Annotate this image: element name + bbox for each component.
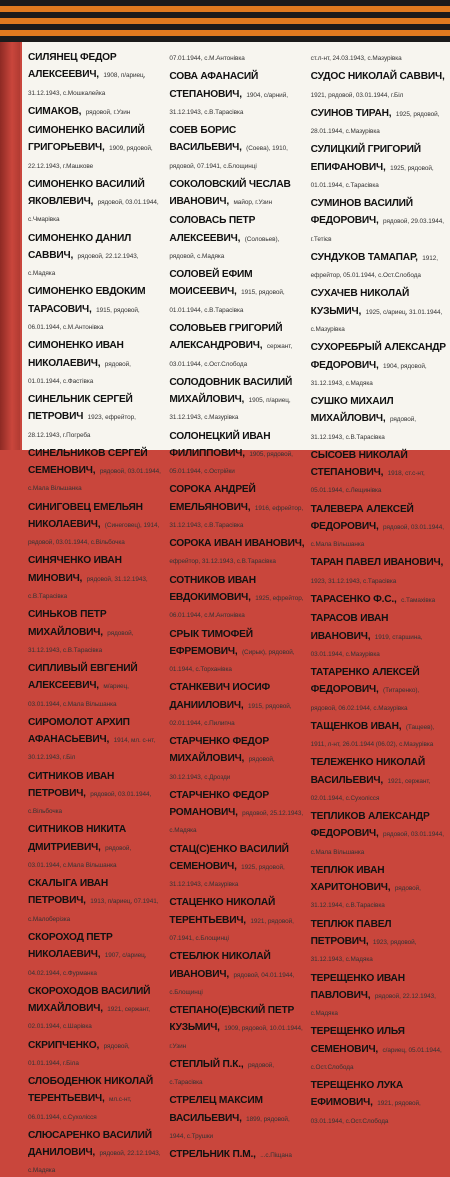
person-name: СТРЕЛЕЦ МАКСИМ ВАСИЛЬЕВИЧ, [169,1095,263,1124]
person-details: рядовой, г.Узин [85,108,131,116]
name-entry [311,66,446,101]
person-name: ТАРАН ПАВЕЛ ИВАНОВИЧ, [310,557,444,569]
person-details: 1914, мл. с-нт, 30.12.1943, г.Біл [28,737,156,762]
person-details: 1915, рядовой, 02.01.1944, с.Пилипча [169,702,292,727]
name-entry [169,946,304,998]
person-name: СТЕПАНО(Е)ВСКИЙ ПЕТР КУЗЬМИЧ, [169,1005,295,1034]
person-details: рядовой, 31.12.1943, с.В.Тарасівка [310,416,416,441]
person-name: СИНЯЧЕНКО ИВАН МИНОВИЧ, [28,555,122,584]
name-entry [311,806,446,858]
person-details: 1923, ефрейтор, 28.12.1943, г.Погреба [28,414,136,439]
person-name: СТРЕЛЬНИК П.М., [169,1149,256,1161]
person-details: рядовой, 31.12.1943, с.В.Тарасівка [28,629,134,654]
person-name: СТАРЧЕНКО ФЕДОР РОМАНОВИЧ, [169,789,269,819]
person-details: 1921, сержант, 02.01.1944, с.Сухолісся [310,777,431,802]
name-entry [28,443,163,495]
person-details: 1921, сержант, 02.01.1944, с.Шарівка [28,1006,151,1031]
person-details: 1921, рядовой, 07.1941, с.Блощинці [169,917,294,943]
person-name: СИМОНЕНКО ЕВДОКИМ ТАРАСОВИЧ, [28,286,146,315]
name-entry [28,766,163,818]
memorial-page [22,42,450,1175]
name-entry [169,892,304,944]
name-entry [28,335,163,387]
name-entry [28,819,163,871]
name-entry [311,47,446,64]
name-entry [169,731,304,783]
person-details: 1899, рядовой, 1944, с.Трушки [169,1115,290,1140]
person-name: СЛЮСАРЕНКО ВАСИЛИЙ ДАНИЛОВИЧ, [28,1129,152,1159]
name-entry [28,1125,163,1177]
person-name: СРЫК ТИМОФЕЙ ЕФРЕМОВИЧ, [169,628,253,657]
person-details: рядовой, 01.01.1944, г.Біла [28,1042,130,1067]
person-details: (Соловьев), рядовой, с.Мадяка [169,235,280,260]
person-name: СКОРОХОД ПЕТР НИКОЛАЕВИЧ, [28,932,113,961]
person-name: СОРОКА ИВАН ИВАНОВИЧ, [169,538,305,550]
names-column-1 [28,47,163,1175]
person-details: мл.с-нт, 06.01.1944, с.Сухолісся [28,1096,132,1121]
name-entry [169,677,304,729]
name-entry [311,247,446,282]
person-name: СИЛЯНЕЦ ФЕДОР АЛЕКСЕЕВИЧ, [28,52,117,81]
person-name: СУНДУКОВ ТАМАПАР, [310,251,418,263]
person-name: СОЛОВЬЕВ ГРИГОРИЙ АЛЕКСАНДРОВИЧ, [169,322,283,352]
name-entry [169,479,304,531]
person-details: майор, г.Узин [233,199,273,207]
person-name: СТАРЧЕНКО ФЕДОР МИХАЙЛОВИЧ, [169,736,269,765]
person-name: СОЛОНЕЦКИЙ ИВАН ФИЛИППОВИЧ, [169,430,271,459]
person-details: рядовой, 30.12.1943, с.Дрозди [169,756,275,781]
person-details: рядовой, 03.01.1944, с.Мала Вільшанка [28,844,132,869]
name-entry [28,120,163,172]
person-details: рядовой, 22.12.1943, с.Мадяка [310,992,436,1018]
name-entry [311,552,446,587]
person-name: СУШКО МИХАИЛ МИХАЙЛОВИЧ, [310,396,394,425]
name-entry [28,389,163,441]
name-entry [28,658,163,710]
names-column-2 [169,47,305,1161]
person-details: рядовой, 03.01.1944, с.Мала Вільшанка [310,831,445,856]
person-name: СИТНИКОВ ИВАН ПЕТРОВИЧ, [28,770,115,799]
person-name: СТЕБЛЮК НИКОЛАЙ ИВАНОВИЧ, [169,951,271,980]
name-entry [169,426,304,478]
person-details: рядовой, 03.01.1944, с.Чмарівка [28,199,159,224]
person-name: СТЕПЛЫЙ П.К., [169,1058,244,1070]
person-name: СОВА АФАНАСИЙ СТЕПАНОВИЧ, [169,71,259,100]
person-details: сержант, 03.01.1944, с.Ост.Слобода [169,343,293,368]
name-entry [28,873,163,925]
person-details: 07.01.1944, с.М.Антонівка [169,55,245,62]
person-name: СИМОНЕНКО ВАСИЛИЙ ГРИГОРЬЕВИЧ, [28,125,145,154]
name-entry [311,716,446,751]
name-entry [169,785,304,837]
st-george-ribbon [0,0,450,42]
person-name: ТЕЛЕЖЕНКО НИКОЛАЙ ВАСИЛЬЕВИЧ, [310,757,425,786]
person-name: СЫСОЕВ НИКОЛАЙ СТЕПАНОВИЧ, [310,449,408,479]
name-entry [311,608,446,660]
person-details: 1921, рядовой, 03.01.1944, с.Ост.Слобода [310,1100,421,1125]
name-entry [169,1144,304,1161]
person-name: СКОРОХОДОВ ВАСИЛИЙ МИХАЙЛОВИЧ, [28,985,151,1015]
person-name: СОЛОВАСЬ ПЕТР АЛЕКСЕЕВИЧ, [169,215,256,244]
name-entry [311,193,446,245]
name-entry [28,550,163,602]
person-details: рядовой, 31.12.1943, с.В.Тарасівка [28,575,148,600]
person-name: СКАЛЫГА ИВАН ПЕТРОВИЧ, [28,878,108,907]
person-details: 1925, рядовой, 31.12.1943, с.Мазурівка [169,863,285,889]
name-entry [169,318,304,370]
person-name: ТАРАСЕНКО Ф.С., [310,593,397,605]
name-entry [311,283,446,335]
person-name: ТЕРЕЩЕНКО ЛУКА ЕФИМОВИЧ, [310,1080,404,1109]
person-details: ефрейтор, 31.12.1943, с.В.Тарасівка [169,558,276,566]
person-name: СОЛОДОВНИК ВАСИЛИЙ МИХАЙЛОВИЧ, [169,376,293,406]
person-name: СТАЦЕНКО НИКОЛАЙ ТЕРЕНТЬЕВИЧ, [169,897,276,926]
person-name: СЛОБОДЕНЮК НИКОЛАЙ ТЕРЕНТЬЕВИЧ, [28,1076,154,1105]
person-name: СУДОС НИКОЛАЙ САВВИЧ, [310,71,445,83]
name-entry [28,927,163,979]
person-name: ТАЩЕНКОВ ИВАН, [310,720,402,732]
name-entry [311,752,446,804]
name-entry [311,662,446,714]
person-name: СИТНИКОВ НИКИТА ДМИТРИЕВИЧ, [28,824,127,853]
person-details: 1904, рядовой, 31.12.1943, с.Мадяка [310,362,427,387]
person-name: ТЕПЛИКОВ АЛЕКСАНДР ФЕДОРОВИЧ, [310,811,430,840]
person-details: рядовой, 22.12.1943, с.Мадяка [28,252,139,278]
person-name: СИНЬКОВ ПЕТР МИХАЙЛОВИЧ, [28,609,107,638]
person-details: рядовой, 01.01.1944, с.Фастівка [28,360,131,385]
person-name: СУХАЧЕВ НИКОЛАЙ КУЗЬМИЧ, [310,288,410,317]
person-details: 1915, рядовой, 01.01.1944, с.В.Тарасівка [169,289,285,314]
name-entry [311,337,446,389]
name-entry [28,981,163,1033]
name-entry [169,66,304,118]
name-entry [311,445,446,497]
name-entry [169,1054,304,1089]
name-entry [169,210,304,262]
person-details: 1915, рядовой, 06.01.1944, с.М.Антонівка [28,306,140,331]
person-details: (Соева), 1910, рядовой, 07.1941, с.Блощинці [169,145,288,170]
person-name: СОЛОВЕЙ ЕФИМ МОИСЕЕВИЧ, [169,269,253,298]
name-entry [311,103,446,138]
name-entry [169,47,304,64]
person-details: 1904, с/арний, 31.12.1943, с.В.Тарасівка [169,91,288,116]
person-details: рядовой, 22.12.1943, с.Мадяка [28,1150,161,1175]
person-details: 1923, рядовой, 31.12.1943, с.Мадяка [310,939,417,964]
person-name: СУХОРЕБРЫЙ АЛЕКСАНДР ФЕДОРОВИЧ, [310,342,446,371]
name-entry [28,1071,163,1123]
person-name: СУЛИЦКИЙ ГРИГОРИЙ ЕПИФАНОВИЧ, [310,144,421,173]
person-name: СТАНКЕВИЧ ИОСИФ ДАНИИЛОВИЧ, [169,682,271,711]
person-details: 1908, п/ариец, 31.12.1943, с.Мошкалейка [28,72,146,97]
person-details: ст.л-нт, 24.03.1943, с.Мазурівка [310,55,402,62]
person-name: СУИНОВ ТИРАН, [310,107,392,119]
person-details: (Тащеев), 1911, л-нт, 26.01.1944 (06.02), с.Мазурівка [310,723,435,749]
person-details: с/ариец, 05.01.1944, с.Ост.Слобода [310,1046,442,1071]
person-details: (Сирык), рядовой, 01.1944, с.Торханівка [169,648,295,674]
person-name: СОЕВ БОРИС ВАСИЛЬЕВИЧ, [169,125,242,154]
names-column-3 [310,47,446,1125]
book-spine [0,0,20,450]
name-entry [169,570,304,622]
person-details: 1912, ефрейтор, 05.01.1944, с.Ост.Слобода [310,254,438,280]
person-name: СКРИПЧЕНКО, [28,1039,100,1051]
name-entry [169,372,304,424]
name-entry [28,174,163,226]
name-entry [169,839,304,891]
person-details: (Синеговец), 1914, рядовой, 03.01.1944, с.Вільбочка [28,521,160,547]
name-entry [311,914,446,966]
person-name: СИМОНЕНКО ИВАН НИКОЛАЕВИЧ, [28,340,124,369]
person-details: рядовой, 03.01.1944, с.Мала Вільшанка [310,523,445,549]
name-entry [28,712,163,764]
name-entry [28,101,163,118]
name-entry [28,47,163,99]
person-details: 1905, п/ариец, 31.12.1943, с.Мазурівка [169,397,291,422]
name-entry [28,228,163,280]
person-name: СИМОНЕНКО ВАСИЛИЙ ЯКОВЛЕВИЧ, [28,178,145,208]
name-entry [311,139,446,191]
person-details: 1925, с/ариец, 31.01.1944, с.Мазурівка [310,308,443,333]
person-name: СИНИГОВЕЦ ЕМЕЛЬЯН НИКОЛАЕВИЧ, [28,501,143,530]
person-details: 1909, рядовой, 10.01.1944, г.Узин [169,1025,303,1050]
name-entry [28,604,163,656]
name-entry [169,1000,304,1052]
name-entry [311,1075,446,1127]
name-entry [311,499,446,551]
person-name: ТАЛЕВЕРА АЛЕКСЕЙ ФЕДОРОВИЧ, [310,503,414,532]
person-name: ТЕРЕЩЕНКО ИВАН ПАВЛОВИЧ, [310,972,405,1001]
name-entry [28,497,163,549]
person-details: 1907, с/ариец, 04.02.1944, с.Фурманка [28,952,147,977]
person-details: 1925, ефрейтор, 06.01.1944, с.М.Антонівка [169,594,304,620]
person-details: рядовой, 03.01.1944, с.Вільбочка [28,790,152,816]
person-details: 1913, п/ариец, 07.1941, с.Малоберізка [28,898,159,923]
person-name: СОКОЛОВСКИЙ ЧЕСЛАВ ИВАНОВИЧ, [169,178,291,208]
person-name: СИПЛИВЫЙ ЕВГЕНИЙ АЛЕКСЕЕВИЧ, [28,663,138,692]
person-details: рядовой, 25.12.1943, с.Мадяка [169,810,304,835]
name-entry [169,174,304,209]
name-entry [169,624,304,676]
person-name: ТЕПЛЮК ИВАН ХАРИТОНОВИЧ, [310,864,391,894]
person-details: с.Тамахівка [401,596,436,604]
name-entry [311,391,446,443]
person-name: СИНЕЛЬНИКОВ СЕРГЕЙ СЕМЕНОВИЧ, [28,447,148,477]
person-details: 1925, рядовой, 01.01.1944, с.Тарасівка [310,164,434,189]
person-details: ...с.Піщана [260,1152,292,1160]
person-name: ТАТАРЕНКО АЛЕКСЕЙ ФЕДОРОВИЧ, [310,667,420,696]
person-name: СОРОКА АНДРЕЙ ЕМЕЛЬЯНОВИЧ, [169,484,256,513]
name-entry [311,860,446,912]
person-details: 1905, рядовой, 05.01.1944, с.Острійки [169,450,293,476]
person-details: 1909, рядовой, 22.12.1943, г.Машкове [28,145,153,170]
person-details: рядовой, 31.12.1944, с.В.Тарасівка [310,885,421,910]
person-details: 1925, рядовой, 28.01.1944, с.Мазурівка [310,110,440,136]
person-name: ТАРАСОВ ИВАН ИВАНОВИЧ, [310,613,389,642]
person-name: СИРОМОЛОТ АРХИП АФАНАСЬЕВИЧ, [28,716,130,746]
name-entry [169,120,304,172]
name-entry [169,264,304,316]
name-entry [28,281,163,333]
person-details: рядовой, 29.03.1944, г.Тетієв [310,218,445,243]
person-details: рядовой, 04.01.1944, с.Блощинці [169,971,295,996]
name-entry [311,589,446,606]
name-entry [311,1021,446,1073]
person-details: 1916, ефрейтор, 31.12.1943, с.В.Тарасівка [169,504,304,529]
name-entry [28,1035,163,1070]
person-name: ТЕПЛЮК ПАВЕЛ ПЕТРОВИЧ, [310,918,392,948]
person-name: СТАЦ(С)ЕНКО ВАСИЛИЙ СЕМЕНОВИЧ, [169,843,289,872]
person-name: СИМАКОВ, [28,105,82,117]
name-entry [169,1090,304,1142]
person-details: 1923, 31.12.1943, с.Тарасівка [310,577,397,585]
person-name: СИНЕЛЬНИК СЕРГЕЙ ПЕТРОВИЧ [28,394,133,423]
name-entry [311,968,446,1020]
person-details: 1918, ст.с-нт, 05.01.1944, с.Лещинівка [310,470,425,495]
name-entry [169,533,304,568]
person-name: СУМИНОВ ВАСИЛИЙ ФЕДОРОВИЧ, [310,198,413,227]
person-details: 1919, старшина, 03.01.1944, с.Мазурівка [310,633,423,658]
person-name: СОТНИКОВ ИВАН ЕВДОКИМОВИЧ, [169,574,256,603]
person-details: м/ариец, 03.01.1944, с.Мала Вільшанка [28,683,129,708]
person-name: СИМОНЕНКО ДАНИЛ САВВИЧ, [28,232,132,261]
person-details: 1921, рядовой, 03.01.1944, г.Біл [310,91,404,99]
person-details: рядовой, с.Тарасівка [169,1061,274,1087]
person-details: рядовой, 03.01.1944, с.Мала Вільшанка [28,468,161,493]
person-name: ТЕРЕЩЕНКО ИЛЬЯ СЕМЕНОВИЧ, [310,1026,405,1055]
person-details: (Титаренко), рядовой, 06.02.1944, с.Мазурівка [310,687,420,712]
